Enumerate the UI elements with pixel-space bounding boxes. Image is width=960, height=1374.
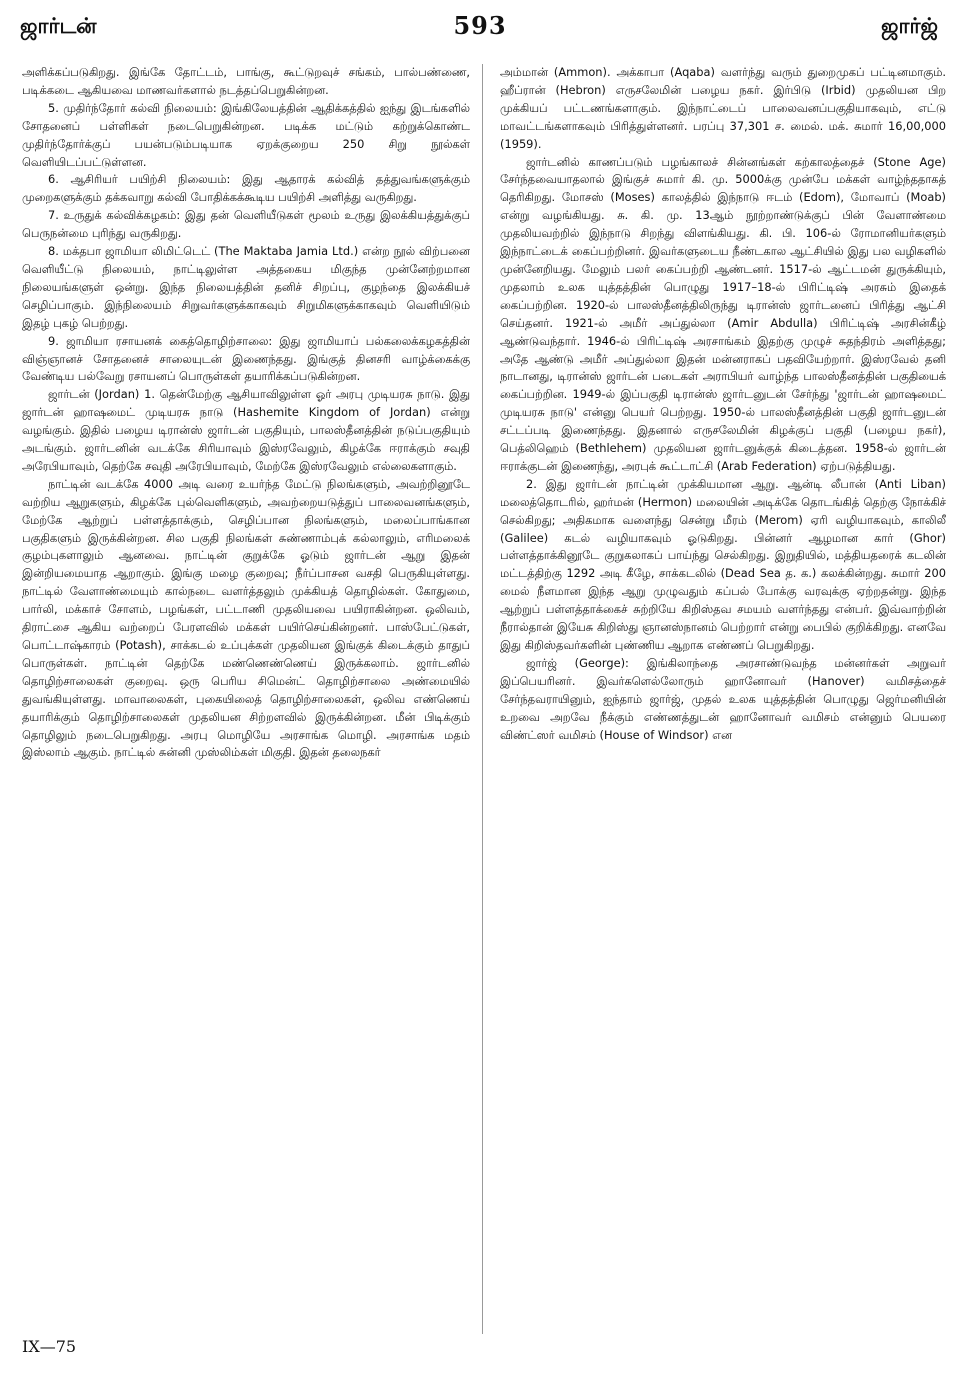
page-number: 593 [453, 11, 507, 40]
column-divider [482, 64, 483, 1334]
running-head-left: ஜார்டன் [20, 14, 97, 38]
entry-jordan: ஜார்டன் (Jordan) 1. தென்மேற்கு ஆசியாவிலுள்ள ஓர் அரபு முடியரசு நாடு. இது ஜார்டன் ஹாஷமைட் முடியரசு நாடு (Hashemite Kingdom of Jordan) என்று வழங்கும். இதில் பழைய டிரான்ஸ் ஜார்டன் பகுதியும், பாலஸ்தீனத்தின் நடுப்பகுதியும் அடங்கும். ஜார்டனின் வடக்கே சிரியாவும் இஸ்ரவேலும், கிழக்கே ஈராக்கும் சவுதி அரேபியாவும், தெற்கே சவுதி அரேபியாவும், மேற்கே இஸ்ரவேலும் எல்லைகளாகும். [22, 387, 470, 473]
paragraph-left-2: 5. முதிர்ந்தோர் கல்வி நிலையம்: இங்கிலேயத்தின் ஆதிக்கத்தில் ஐந்து இடங்களில் சோதனைப் பள்ளிகள் நடைபெறுகின்றன. படிக்க மட்டும் கற்றுக்கொண்ட முதிர்ந்தோர்க்குப் பயன்படும்படியாக ஏறக்குறைய 250 சிறு நூல்கள் வெளியிடப்பட்டுள்ளன. [22, 100, 470, 169]
running-head-right: ஜார்ஜ் [881, 14, 938, 38]
paragraph-left-8: நாட்டின் வடக்கே 4000 அடி வரை உயர்ந்த மேட்டு நிலங்களும், அவற்றினூடே வற்றிய ஆறுகளும், கிழக்கே புல்வெளிகளும், அவற்றையடுத்துப் பாலைவனங்களும், மேற்கே ஆற்றுப் பள்ளத்தாக்கும், செழிப்பான நிலங்களும், மலைப்பாங்கான பகுதிகளும் இருக்கின்றன. சில பகுதி நிலங்கள் சுண்ணாம்புக் கல்லாலும், எரிமலைக் குழம்புகளாலும் ஆனவை. நாட்டின் குறுக்கே ஓடும் ஜார்டன் ஆறு இதன் இன்றியமையாத ஆறாகும். இங்கு மழை குறைவு; நீர்ப்பாசன வசதி பெருகியுள்ளது. நாட்டில் வேளாண்மையும் கால்நடை வளர்த்தலும் முக்கியத் தொழில்கள். கோதுமை, பார்லி, மக்காச் சோளம், பழங்கள், பட்டாணி முதலியவை பயிராகின்றன. ஒலிவம், திராட்சை ஆகிய வற்றைப் பேரளவில் மக்கள் பயிர்செய்கின்றனர். பாஸ்பேட்டுகள், பொட்டாஷ்காரம் (Potash), சாக்கடல் உப்புக்கள் முதலியன இங்குக் கிடைக்கும் தாதுப் பொருள்கள். நாட்டின் தெற்கே மண்ணெண்ணெய் இருக்கலாம். ஜார்டனில் தொழிற்சாலைகள் குறைவு. ஒரு பெரிய சிமென்ட் தொழிற்சாலை அண்மையில் துவங்கியுள்ளது. மாவாலைகள், புகையிலைத் தொழிற்சாலைகள், ஒலிவ எண்ணெய் தயாரிக்கும் தொழிற்சாலைகள் முதலியன சிற்றளவில் இருக்கின்றன. மீன் பிடிக்கும் தொழிலும் நடைபெறுகிறது. அரபு மொழியே அரசாங்க மொழி. அரசாங்க மதம் இஸ்லாம் ஆகும். நாட்டில் சுன்னி முஸ்லிம்கள் மிகுதி. இதன் தலைநகர் [22, 476, 470, 760]
entry-george: ஜார்ஜ் (George): இங்கிலாந்தை அரசாண்டுவந்த மன்னர்கள் அறுவர் இப்பெயரினர். இவர்களெல்லோரும் ஹானோவர் (Hanover) வமிசத்தைச் சேர்ந்தவராயினும், ஐந்தாம் ஜார்ஜ், முதல் உலக யுத்தத்தின் பொழுது ஜெர்மனியின் உறவை அறவே நீக்கும் எண்ணத்துடன் ஹானோவர் வமிசம் என்னும் பெயரை விண்ட்ஸர் வமிசம் (House of Windsor) என [500, 655, 946, 742]
paragraph-left-3: 6. ஆசிரியர் பயிற்சி நிலையம்: இது ஆதாரக் கல்வித் தத்துவங்களுக்கும் முறைகளுக்கும் தக்கவாறு கல்வி போதிக்கக்கூடிய பயிற்சி அளித்து வருகிறது. [22, 172, 470, 205]
left-column [22, 64, 470, 1342]
paragraph-right-2: ஜார்டனில் காணப்படும் பழங்காலச் சின்னங்கள் கற்காலத்தைச் (Stone Age) சேர்ந்தவையாதலால் இங்குச் சுமார் கி. மு. 5000க்கு முன்பே மக்கள் வாழ்ந்ததாகத் தெரிகிறது. மோசஸ் (Moses) காலத்தில் இந்நாடு ஈடம் (Edom), மோவாப் (Moab) என்று வழங்கியது. சு. கி. மு. 13ஆம் நூற்றாண்டுக்குப் பின் வேளாண்மை முதலியவற்றில் இந்நாடு சிறந்து விளங்கியது. கி. பி. 106-ல் ரோமானியர்களும் இந்நாட்டைக் கைப்பற்றினர். இவர்களுடைய நீண்டகால ஆட்சியில் இது பல வழிகளில் முன்னேறியது. மேலும் பலர் கைப்பற்றி ஆண்டனர். 1517-ல் ஆட்டமன் துருக்கியும், முதலாம் உலக யுத்தத்தின் பொழுது 1917–18-ல் பிரிட்டிஷ் அரசும் இதைக் கைப்பற்றின. 1920-ல் பாலஸ்தீனத்திலிருந்து டிரான்ஸ் ஜார்டனைப் பிரித்து ஆட்சி செய்தனர். 1921-ல் அமீர் அப்துல்லா (Amir Abdulla) பிரிட்டிஷ் அரசின்கீழ் ஆண்டுவந்தார். 1946-ல் பிரிட்டிஷ் அரசாங்கம் இதற்கு முழுச் சுதந்திரம் அளித்தது; அதே ஆண்டு அமீர் அப்துல்லா இதன் மன்னராகப் பதவியேற்றார். இஸ்ரவேல் தனி நாடானது, டிரான்ஸ் ஜார்டன் படைகள் அராபியர் வாழ்ந்த பாலஸ்தீனத்தின் பகுதியைக் கைப்பற்றின. 1949-ல் இப்பகுதி டிரான்ஸ் ஜார்டனுடன் சேர்ந்து 'ஜார்டன் ஹாஷமைட் முடியரசு நாடு' என்னு பெயர் பெற்றது. 1950-ல் பாலஸ்தீனத்தின் பகுதி ஜார்டனுடன் சட்டப்படி இணைந்தது. இதனால் எருசலேமின் கிழக்குப் பகுதி (பழைய நகர்), பெத்லிஹெம் (Bethlehem) முதலியன ஜார்டனுக்குக் கிடைத்தன. 1958-ல் ஜார்டன் ஈராக்குடன் இணைந்து, அரபுக் கூட்டாட்சி (Arab Federation) ஏற்படுத்தியது. [500, 154, 946, 473]
paragraph-left-5: 8. மக்தபா ஜாமியா லிமிட்டெட் (The Maktaba Jamia Ltd.) என்ற நூல் விற்பனை வெளியீட்டு நிலையம், நாட்டிலுள்ள அத்தகைய மிகுந்த முன்னேற்றமான நிலையங்களுள் ஒன்று. இந்த நிலையத்தின் தனிச் சிறப்பு, குழந்தை இலக்கியச் செழிப்பாகும். இந்நிலையம் சிறுவர்களுக்காகவும் சிறுமிகளுக்காகவும் வெளியிடும் இதழ் புகழ் பெற்றது. [22, 244, 470, 330]
paragraph-right-3: 2. இது ஜார்டன் நாட்டின் முக்கியமான ஆறு. ஆன்டி லீபான் (Anti Liban) மலைத்தொடரில், ஹர்மன் (Hermon) மலையின் அடிக்கே தொடங்கித் தெற்கு நோக்கிச் செல்கிறது; அதிகமாக வளைந்து சென்று மீரம் (Merom) ஏரி வழியாகவும், காலிலீ (Galilee) கடல் வழியாகவும் ஓடுகிறது. பின்னர் ஆழமான கார் (Ghor) பள்ளத்தாக்கினூடே குறுகலாகப் பாய்ந்து செல்கிறது. இறுதியில், மத்தியதரைக் கடலின் மட்டத்திற்கு 1292 அடி கீழே, சாக்கடலில் (Dead Sea த. க.) கலக்கின்றது. சுமார் 200 மைல் நீளமான இந்த ஆறு முழுவதும் கப்பல் போக்கு வரவுக்கு ஏற்றதன்று. இந்த ஆற்றுப் பள்ளத்தாக்கைச் சுற்றியே கிறிஸ்தவ சமயம் வளர்ந்தது என்பர். இவ்வாற்றின் நீரால்தான் இயேசு கிறிஸ்து ஞானஸ்நானம் பெற்றார் என்று பைபில் குறிக்கிறது. எனவே இது கிறிஸ்தவர்களின் புண்ணிய ஆறாக எண்ணப் பெறுகிறது. [500, 476, 946, 652]
right-column [500, 64, 946, 1342]
paragraph-left-1: அளிக்கப்படுகிறது. இங்கே தோட்டம், பாங்கு, கூட்டுறவுச் சங்கம், பால்பண்ணை, படிக்கடை ஆகியவை மாணவர்களால் நடத்தப்பெறுகின்றன. [22, 65, 470, 97]
paragraph-left-6: 9. ஜாமியா ரசாயனக் கைத்தொழிற்சாலை: இது ஜாமியாப் பல்கலைக்கழகத்தின் விஞ்ஞானச் சோதனைச் சாலையுடன் இணைந்தது. இங்குத் தினசரி வாழ்க்கைக்கு வேண்டிய பல்வேறு ரசாயனப் பொருள்கள் தயாரிக்கப்படுகின்றன. [22, 333, 470, 384]
paragraph-left-4: 7. உருதுக் கல்விக்கழகம்: இது தன் வெளியீடுகள் மூலம் உருது இலக்கியத்துக்குப் பெருநன்மை புரிந்து வருகிறது. [22, 208, 470, 241]
paragraph-right-1: அம்மான் (Ammon). அக்காபா (Aqaba) வளர்ந்து வரும் துறைமுகப் பட்டினமாகும். ஹீப்ரான் (Hebron) எருசலேமின் பழைய நகர். இர்பிடு (Irbid) முதலியன பிற முக்கியப் பட்டணங்களாகும். இந்நாட்டைப் பாலைவனப்பகுதியாகவும், எட்டு மாவட்டங்களாகவும் பிரித்துள்ளனர். பரப்பு 37,301 ச. மைல். மக். சுமார் 16,00,000 (1959). [500, 65, 946, 151]
signature-mark: IX—75 [22, 1337, 77, 1356]
